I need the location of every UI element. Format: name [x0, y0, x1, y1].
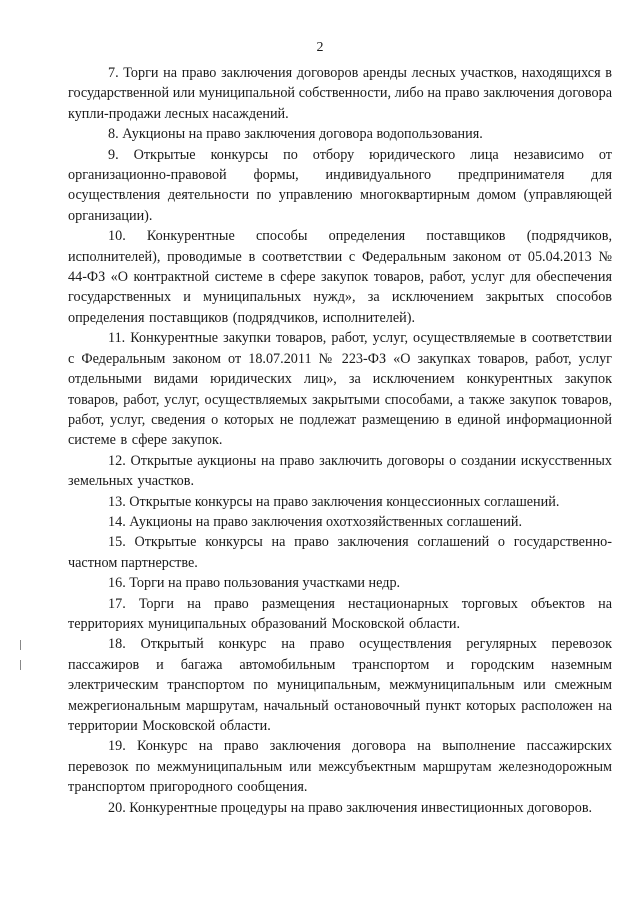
paragraph-13: 13. Открытые конкурсы на право заключения концессионных соглашений.: [108, 493, 560, 510]
paragraph-17: 17. Торги на право размещения нестационарных торговых объектов на территориях муниципальных образований Московской области.: [68, 595, 612, 632]
paragraph-19: 19. Конкурс на право заключения договора на выполнение пассажирских перевозок по межмуниципальным или межсубъектным маршрутам железнодорожным транспортом пригородного сообщения.: [68, 738, 612, 796]
margin-mark: [20, 640, 21, 650]
page-number: 2: [316, 40, 324, 55]
paragraph-16: 16. Торги на право пользования участками недр.: [108, 575, 401, 592]
margin-mark: [20, 660, 21, 670]
paragraph-7: 7. Торги на право заключения договоров аренды лесных участков, находящихся в государственной или муниципальной собственности, либо на право заключения договора купли-продажи лесных насаждений.: [68, 65, 612, 122]
paragraph-8: 8. Аукционы на право заключения договора водопользования.: [108, 126, 483, 143]
document-body: [68, 63, 612, 818]
paragraph-12: 12. Открытые аукционы на право заключить договоры о создании искусственных земельных участков.: [68, 452, 612, 490]
paragraph-15: 15. Открытые конкурсы на право заключения соглашений о государственно-частном партнерстве.: [68, 534, 612, 571]
paragraph-18: 18. Открытый конкурс на право осуществления регулярных перевозок пассажиров и багажа автомобильным транспортом и городским наземным электрическим транспортом по муниципальным, межмуниципальным или смежным межрегиональным маршрутам, начальный остановочный пункт которых расположен на территории Московской области.: [68, 636, 612, 734]
paragraph-20: 20. Конкурентные процедуры на право заключения инвестиционных договоров.: [108, 799, 593, 816]
paragraph-11: 11. Конкурентные закупки товаров, работ, услуг, осуществляемые в соответствии с Федеральным законом от 18.07.2011 № 223-ФЗ «О закупках товаров, работ, услуг отдельными видами юридических лиц», за исключением конкурентных закупок товаров, работ, услуг, осуществляемых закрытыми способами, а также закупок товаров, работ, услуг, сведения о которых не подлежат размещению в единой информационной системе в сфере закупок.: [68, 330, 612, 449]
paragraph-9: 9. Открытые конкурсы по отбору юридического лица независимо от организационно-правовой формы, индивидуального предпринимателя для осуществления деятельности по управлению многоквартирным домом (управляющей организации).: [68, 146, 612, 224]
paragraph-10: 10. Конкурентные способы определения поставщиков (подрядчиков, исполнителей), проводимые в соответствии с Федеральным законом от 05.04.2013 № 44-ФЗ «О контрактной системе в сфере закупок товаров, работ, услуг для обеспечения государственных и муниципальных нужд», за исключением закрытых способов определения поставщиков (подрядчиков, исполнителей).: [68, 228, 612, 326]
paragraph-14: 14. Аукционы на право заключения охотхозяйственных соглашений.: [108, 513, 522, 530]
